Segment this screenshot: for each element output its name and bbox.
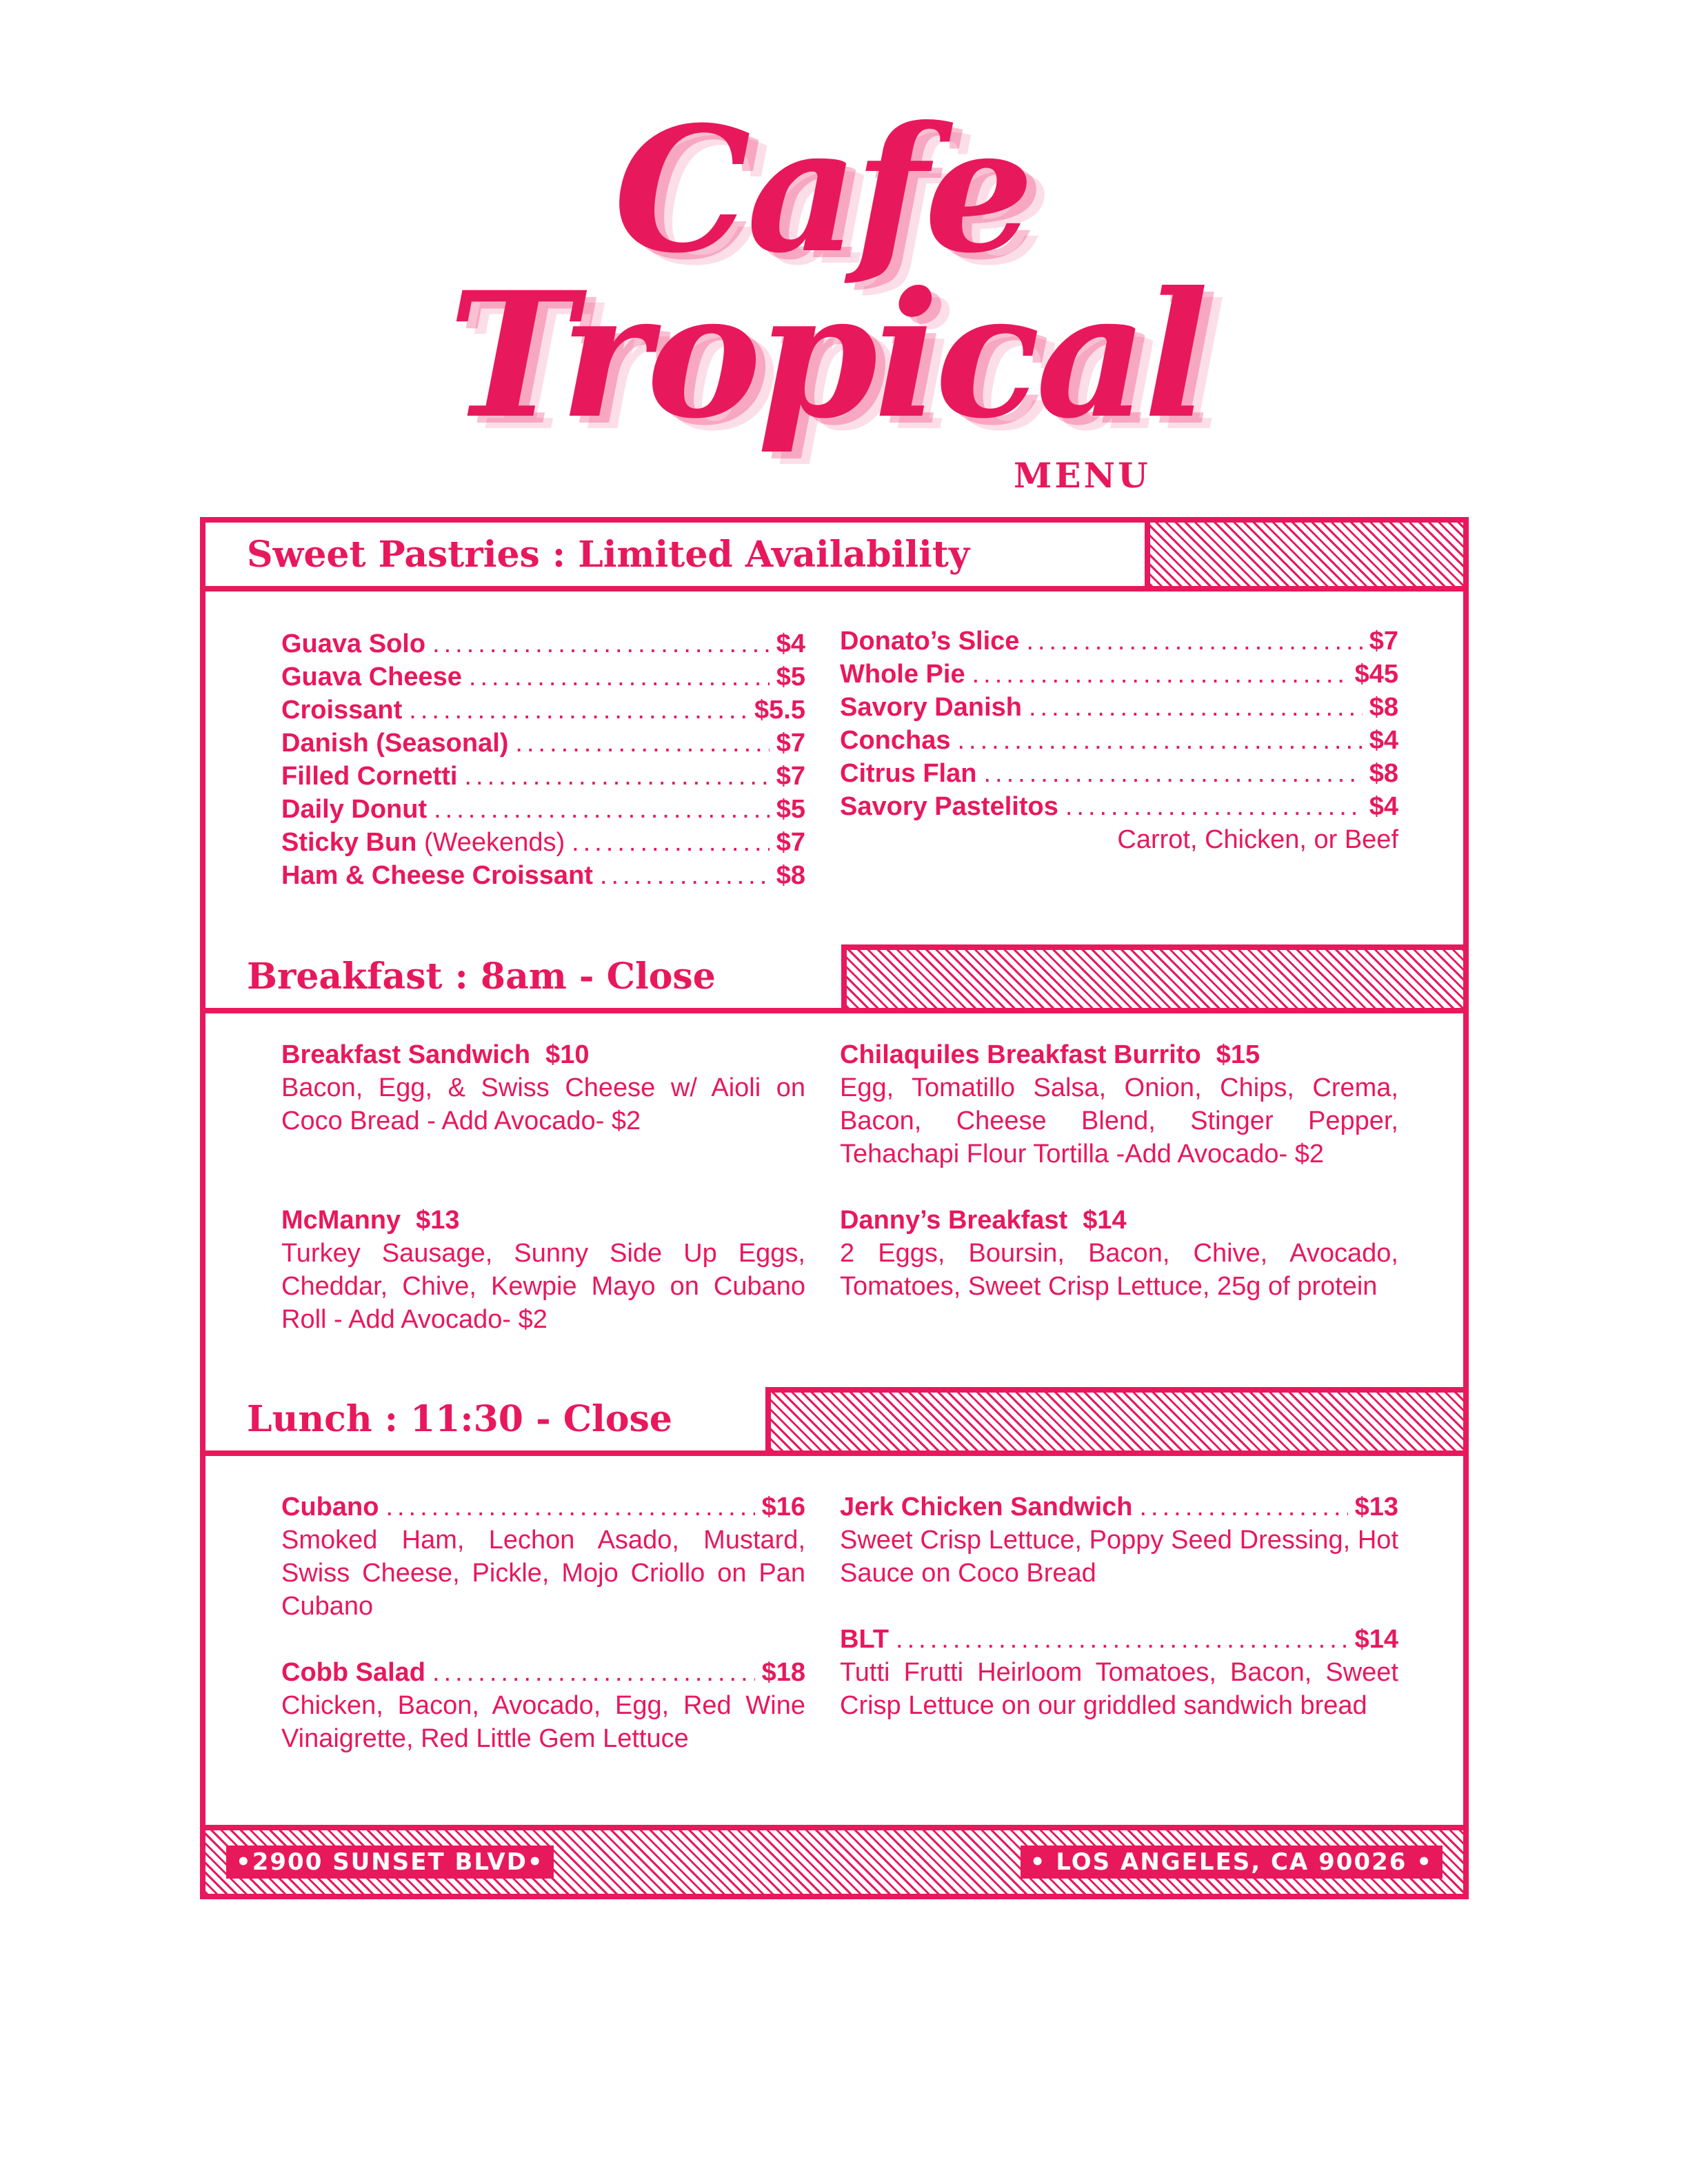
dish-price: $18	[761, 1658, 805, 1687]
menu-item: Croissant ..... $5.5	[281, 694, 805, 727]
pastries-hatch-fill	[1150, 523, 1463, 586]
menu-item: Savory Pastelitos ..... $4	[840, 790, 1398, 823]
menu-item: Savory Danish ..... $8	[840, 691, 1398, 724]
menu-item: Ham & Cheese Croissant ..... $8	[281, 859, 805, 892]
dish-name: Chilaquiles Breakfast Burrito	[840, 1040, 1201, 1069]
dish-price: $13	[1354, 1493, 1398, 1521]
dish-description: Sweet Crisp Lettuce, Poppy Seed Dressing, Hot Sauce on Coco Bread	[840, 1526, 1398, 1588]
logo-line-cafe: Cafe	[614, 88, 1030, 291]
lunch-title: Lunch : 11:30 - Close	[247, 1397, 672, 1440]
dish-heading	[281, 1490, 805, 1524]
dish-description: Bacon, Egg, & Swiss Cheese w/ Aioli on Coco Bread - Add Avocado- $2	[281, 1073, 805, 1135]
city-address: • LOS ANGELES, CA 90026 •	[1021, 1846, 1443, 1879]
dish-heading	[840, 1490, 1398, 1524]
menu-item: Conchas ..... $4	[840, 724, 1398, 757]
dish-card	[840, 1038, 1398, 1204]
dish-description: Chicken, Bacon, Avocado, Egg, Red Wine Vinaigrette, Red Little Gem Lettuce	[281, 1691, 805, 1753]
dish-price: $16	[761, 1493, 805, 1521]
menu-item: Citrus Flan ..... $8	[840, 757, 1398, 790]
dish-card	[840, 1204, 1398, 1303]
menu-item: Donato’s Slice ..... $7	[840, 625, 1398, 658]
logo-line-tropical: Tropical	[448, 254, 1205, 456]
dish-card	[281, 1204, 805, 1336]
dish-price: $13	[416, 1206, 460, 1235]
lunch-title-box	[205, 1387, 771, 1450]
menu-item: Filled Cornetti ..... $7	[281, 760, 805, 793]
dish-name: McManny	[281, 1206, 401, 1235]
dish-description: Smoked Ham, Lechon Asado, Mustard, Swiss Cheese, Pickle, Mojo Criollo on Pan Cubano	[281, 1526, 805, 1621]
dish-heading	[840, 1623, 1398, 1656]
dish-price: $14	[1083, 1206, 1127, 1235]
dish-name: BLT	[840, 1625, 890, 1654]
breakfast-hatch-fill	[847, 944, 1463, 1008]
menu-item: Whole Pie ..... $45	[840, 658, 1398, 691]
dish-description: Tutti Frutti Heirloom Tomatoes, Bacon, Sweet Crisp Lettuce on our griddled sandwich bread	[840, 1658, 1398, 1720]
lunch-hatch-fill	[771, 1387, 1463, 1450]
lunch-header	[205, 1387, 1463, 1456]
dish-description: Turkey Sausage, Sunny Side Up Eggs, Cheddar, Chive, Kewpie Mayo on Cubano Roll - Add Avocado- $2	[281, 1239, 805, 1334]
dish-description: Egg, Tomatillo Salsa, Onion, Chips, Crema, Bacon, Cheese Blend, Stinger Pepper, Tehachapi Flour Tortilla -Add Avocado- $2	[840, 1073, 1398, 1169]
address-footer	[205, 1825, 1463, 1894]
dish-price: $10	[545, 1040, 590, 1069]
lunch-right-column	[840, 1490, 1398, 1722]
dish-price: $14	[1354, 1625, 1398, 1654]
cafe-logo	[386, 88, 1283, 517]
pastries-header	[205, 523, 1463, 592]
item-note: (Weekends)	[423, 828, 565, 857]
dish-name: Danny’s Breakfast	[840, 1206, 1068, 1235]
breakfast-right-column	[840, 1038, 1398, 1303]
logo-tagline: MENU	[1014, 455, 1151, 496]
pastries-title: Sweet Pastries : Limited Availability	[247, 533, 970, 576]
menu-item: Guava Solo ..... $4	[281, 627, 805, 660]
menu-item: Sticky Bun (Weekends) ..... $7	[281, 826, 805, 859]
dish-name: Cubano	[281, 1493, 379, 1521]
dish-price: $15	[1216, 1040, 1260, 1069]
breakfast-header	[205, 944, 1463, 1013]
street-address: •2900 SUNSET BLVD•	[226, 1846, 554, 1879]
dish-heading	[281, 1656, 805, 1689]
breakfast-title: Breakfast : 8am - Close	[247, 955, 716, 998]
menu-item: Guava Cheese ..... $5	[281, 660, 805, 694]
breakfast-left-column	[281, 1038, 805, 1336]
pastries-title-box	[205, 523, 1150, 586]
menu-frame	[200, 517, 1469, 1899]
pastries-right-column	[840, 625, 1398, 856]
breakfast-title-box	[205, 944, 847, 1008]
menu-item: Daily Donut ..... $5	[281, 793, 805, 826]
dish-name: Jerk Chicken Sandwich	[840, 1493, 1133, 1521]
lunch-left-column	[281, 1490, 805, 1755]
menu-item: Danish (Seasonal) ..... $7	[281, 727, 805, 760]
dish-description: 2 Eggs, Boursin, Bacon, Chive, Avocado, Tomatoes, Sweet Crisp Lettuce, 25g of protein	[840, 1239, 1398, 1301]
item-variations-note: Carrot, Chicken, or Beef	[1117, 825, 1398, 854]
dish-name: Breakfast Sandwich	[281, 1040, 531, 1069]
pastries-left-column	[281, 627, 805, 892]
dish-card	[281, 1038, 805, 1204]
dish-name: Cobb Salad	[281, 1658, 426, 1687]
